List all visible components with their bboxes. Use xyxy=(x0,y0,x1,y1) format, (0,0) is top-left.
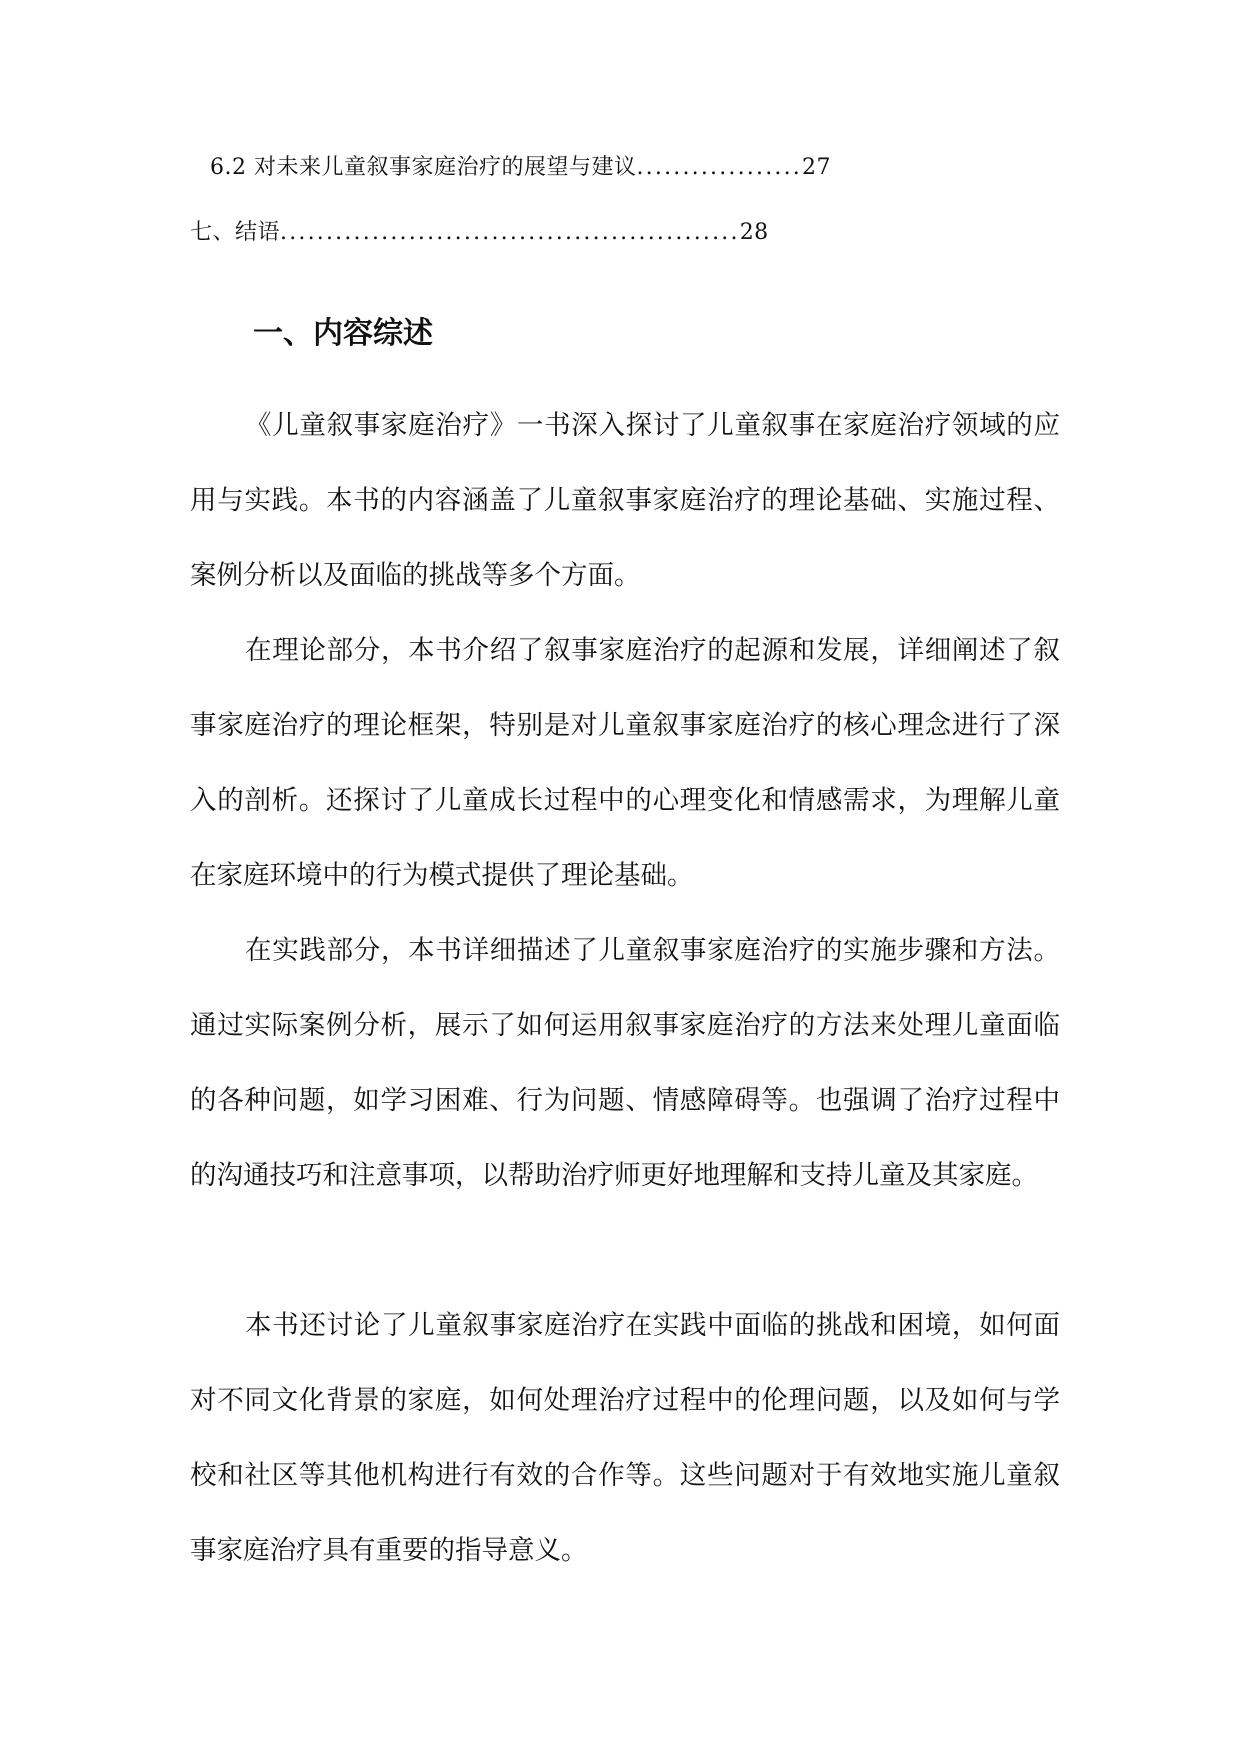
section-heading: 一、内容综述 xyxy=(253,316,433,351)
paragraph-theory: 在理论部分，本书介绍了叙事家庭治疗的起源和发展，详细阐述了叙事家庭治疗的理论框架，特别是对儿童叙事家庭治疗的核心理念进行了深入的剖析。还探讨了儿童成长过程中的心理变化和情感需求，为理解儿童在家庭环境中的行为模式提供了理论基础。 xyxy=(190,635,1060,891)
toc-entry-label: 七、结语 xyxy=(190,220,281,245)
toc-entry-conclusion[interactable] xyxy=(190,218,769,248)
toc-page-number: 27 xyxy=(801,155,831,180)
toc-entry-label: 6.2 对未来儿童叙事家庭治疗的展望与建议 xyxy=(210,155,637,180)
toc-leader-dots: .................................................. xyxy=(280,220,740,245)
toc-page-number: 28 xyxy=(739,220,769,245)
paragraph-practice: 在实践部分，本书详细描述了儿童叙事家庭治疗的实施步骤和方法。通过实际案例分析，展示了如何运用叙事家庭治疗的方法来处理儿童面临的各种问题，如学习困难、行为问题、情感障碍等。也强调了治疗过程中的沟通技巧和注意事项，以帮助治疗师更好地理解和支持儿童及其家庭。 xyxy=(190,935,1060,1191)
toc-entry-6-2[interactable] xyxy=(210,153,831,183)
paragraph-intro: 《儿童叙事家庭治疗》一书深入探讨了儿童叙事在家庭治疗领域的应用与实践。本书的内容涵盖了儿童叙事家庭治疗的理论基础、实施过程、案例分析以及面临的挑战等多个方面。 xyxy=(190,410,1060,591)
toc-leader-dots: .................. xyxy=(636,155,802,180)
paragraph-challenges: 本书还讨论了儿童叙事家庭治疗在实践中面临的挑战和困境，如何面对不同文化背景的家庭，如何处理治疗过程中的伦理问题，以及如何与学校和社区等其他机构进行有效的合作等。这些问题对于有效地实施儿童叙事家庭治疗具有重要的指导意义。 xyxy=(190,1310,1060,1566)
